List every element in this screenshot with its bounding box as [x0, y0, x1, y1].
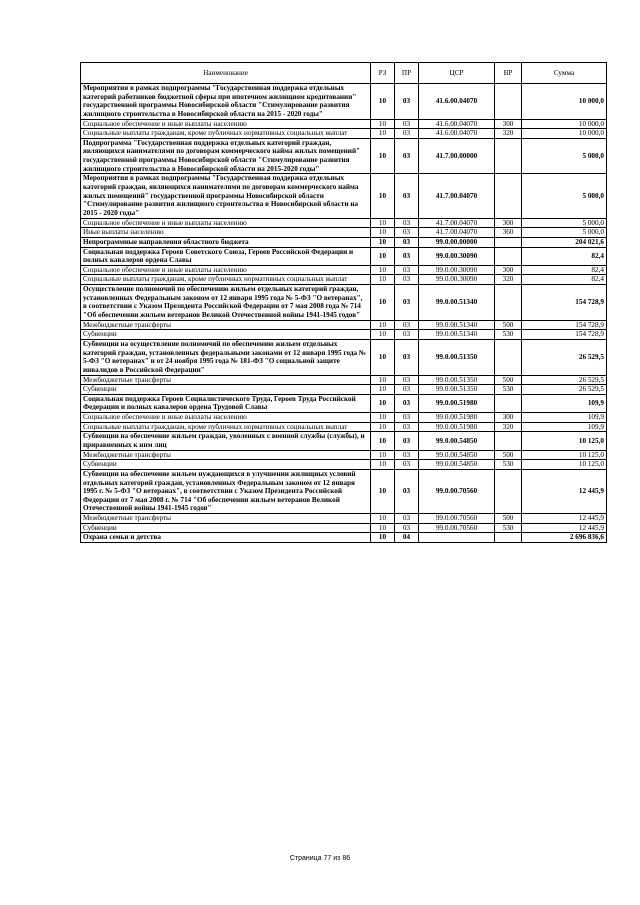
cell-csr: 99.0.00.51350: [419, 339, 495, 375]
table-row: [81, 422, 607, 432]
cell-name: Субвенции: [81, 523, 371, 533]
table-row: [81, 119, 607, 129]
cell-rz: 10: [371, 228, 395, 238]
table-row: [81, 84, 607, 120]
cell-csr: 41.7.00.04070: [419, 218, 495, 228]
cell-pr: 03: [395, 228, 419, 238]
cell-name: Подпрограмма "Государственная поддержка отдельных категорий граждан, являющихся нанимателями по договорам коммерческого найма жилых помещений" государственной программы Новосибирской области "Стимулирование развития жилищного строительства в Новосибирской области на 2015-2020 годы": [81, 138, 371, 174]
cell-csr: 99.0.00.70560: [419, 514, 495, 524]
table-row: [81, 275, 607, 285]
table-row: [81, 218, 607, 228]
cell-vr: 300: [495, 265, 522, 275]
cell-vr: 530: [495, 330, 522, 340]
table-row: [81, 285, 607, 321]
cell-pr: 03: [395, 375, 419, 385]
cell-vr: 500: [495, 375, 522, 385]
cell-sum: 12 445,9: [522, 514, 607, 524]
cell-name: Социальная поддержка Героев Социалистического Труда, Героев Труда Российской Федерации и полных кавалеров ордена Трудовой Славы: [81, 394, 371, 412]
cell-sum: 10 125,0: [522, 460, 607, 470]
cell-sum: 10 000,0: [522, 129, 607, 139]
cell-csr: 41.7.00.04070: [419, 174, 495, 218]
cell-rz: 10: [371, 265, 395, 275]
cell-rz: 10: [371, 450, 395, 460]
cell-rz: 10: [371, 275, 395, 285]
cell-rz: 10: [371, 385, 395, 395]
table-row: [81, 413, 607, 423]
cell-sum: 10 000,0: [522, 119, 607, 129]
cell-sum: 109,9: [522, 413, 607, 423]
cell-name: Субвенции на обеспечение жильем граждан, уволенных с военной службы (службы), и приравненных к ним лиц: [81, 432, 371, 450]
cell-csr: 99.0.00.70560: [419, 523, 495, 533]
cell-csr: 99.0.00.51340: [419, 330, 495, 340]
cell-rz: 10: [371, 514, 395, 524]
cell-rz: 10: [371, 330, 395, 340]
cell-vr: 530: [495, 460, 522, 470]
cell-name: Субвенции на обеспечение жильем нуждающихся в улучшении жилищных условий отдельных категорий граждан, установленных Федеральным законом от 12 января 1995 г. № 5-ФЗ "О ветеранах", в соответствии с Указом Президента Российской Федерации от 7 мая 2008 г. № 714 "Об обеспечении жильем ветеранов Великой Отечественной войны 1941-1945 годов": [81, 469, 371, 513]
header-sum: Сумма: [522, 63, 607, 84]
cell-name: Субвенции: [81, 385, 371, 395]
cell-vr: 360: [495, 228, 522, 238]
cell-rz: 10: [371, 285, 395, 321]
cell-pr: 03: [395, 339, 419, 375]
cell-csr: 99.0.00.70560: [419, 469, 495, 513]
budget-table: [80, 62, 607, 543]
table-row: [81, 237, 607, 247]
cell-csr: 99.0.00.54850: [419, 432, 495, 450]
cell-csr: 99.0.00.51980: [419, 394, 495, 412]
cell-sum: 26 529,5: [522, 339, 607, 375]
cell-name: Мероприятия в рамках подпрограммы "Государственная поддержка отдельных категорий работников бюджетной сферы при ипотечном жилищном кредитовании" государственной программы Новосибирской области "Стимулирование развития жилищного строительства в Новосибирской области на 2015 - 2020 годы": [81, 84, 371, 120]
cell-vr: [495, 533, 522, 543]
cell-pr: 03: [395, 265, 419, 275]
cell-vr: 500: [495, 514, 522, 524]
table-row: [81, 320, 607, 330]
table-row: [81, 330, 607, 340]
cell-sum: 12 445,9: [522, 523, 607, 533]
cell-rz: 10: [371, 339, 395, 375]
table-row: [81, 469, 607, 513]
table-row: [81, 450, 607, 460]
cell-rz: 10: [371, 237, 395, 247]
table-row: [81, 339, 607, 375]
cell-pr: 03: [395, 174, 419, 218]
table-row: [81, 247, 607, 265]
cell-pr: 03: [395, 460, 419, 470]
cell-vr: 500: [495, 320, 522, 330]
cell-csr: 99.0.00.51350: [419, 375, 495, 385]
cell-pr: 03: [395, 394, 419, 412]
table-row: [81, 375, 607, 385]
table-row: [81, 432, 607, 450]
cell-rz: 10: [371, 174, 395, 218]
cell-vr: 320: [495, 275, 522, 285]
header-pr: ПР: [395, 63, 419, 84]
cell-rz: 10: [371, 119, 395, 129]
cell-pr: 04: [395, 533, 419, 543]
cell-vr: 320: [495, 422, 522, 432]
cell-rz: 10: [371, 533, 395, 543]
table-row: [81, 394, 607, 412]
cell-name: Непрограммные направления областного бюджета: [81, 237, 371, 247]
cell-vr: [495, 84, 522, 120]
cell-name: Иные выплаты населению: [81, 228, 371, 238]
cell-pr: 03: [395, 330, 419, 340]
cell-pr: 03: [395, 218, 419, 228]
cell-name: Охрана семьи и детства: [81, 533, 371, 543]
table-row: [81, 523, 607, 533]
cell-name: Субвенции: [81, 460, 371, 470]
table-row: [81, 385, 607, 395]
cell-name: Социальная поддержка Героев Советского Союза, Героев Российской Федерации и полных кавалеров ордена Славы: [81, 247, 371, 265]
cell-csr: 99.0.00.30090: [419, 275, 495, 285]
cell-name: Субвенции на осуществление полномочий по обеспечению жильем отдельных категорий граждан, установленных федеральными законами от 12 января 1995 года № 5-ФЗ "О ветеранах" и от 24 ноября 1995 года № 181-ФЗ "О социальной защите инвалидов в Российской Федерации": [81, 339, 371, 375]
cell-csr: 41.7.00.00000: [419, 138, 495, 174]
cell-sum: 5 000,0: [522, 138, 607, 174]
table-row: [81, 174, 607, 218]
table-row: [81, 514, 607, 524]
cell-csr: 41.6.00.04070: [419, 129, 495, 139]
cell-name: Субвенции: [81, 330, 371, 340]
cell-vr: [495, 394, 522, 412]
cell-vr: [495, 339, 522, 375]
page-number: Страница 77 из 86: [289, 855, 351, 862]
cell-rz: 10: [371, 84, 395, 120]
cell-rz: 10: [371, 523, 395, 533]
cell-rz: 10: [371, 138, 395, 174]
cell-name: Социальные выплаты гражданам, кроме публичных нормативных социальных выплат: [81, 275, 371, 285]
cell-name: Социальное обеспечение и иные выплаты населению: [81, 413, 371, 423]
cell-pr: 03: [395, 285, 419, 321]
cell-csr: 99.0.00.00000: [419, 237, 495, 247]
cell-sum: 154 728,9: [522, 285, 607, 321]
cell-pr: 03: [395, 385, 419, 395]
cell-sum: 10 125,0: [522, 432, 607, 450]
cell-name: Межбюджетные трансферты: [81, 450, 371, 460]
table-header-row: [81, 63, 607, 84]
cell-pr: 03: [395, 523, 419, 533]
cell-vr: [495, 469, 522, 513]
cell-sum: 154 728,9: [522, 330, 607, 340]
cell-vr: 320: [495, 129, 522, 139]
cell-pr: 03: [395, 422, 419, 432]
cell-sum: 109,9: [522, 422, 607, 432]
cell-sum: 5 000,0: [522, 218, 607, 228]
cell-pr: 03: [395, 275, 419, 285]
cell-sum: 12 445,9: [522, 469, 607, 513]
cell-vr: 530: [495, 523, 522, 533]
cell-csr: 41.6.00.04070: [419, 84, 495, 120]
cell-vr: 300: [495, 119, 522, 129]
cell-sum: 154 728,9: [522, 320, 607, 330]
cell-name: Социальное обеспечение и иные выплаты населению: [81, 265, 371, 275]
cell-csr: 41.7.00.04070: [419, 228, 495, 238]
cell-name: Мероприятия в рамках подпрограммы "Государственная поддержка отдельных категорий граждан, являющихся нанимателями по договорам коммерческого найма жилых помещений" государственной программы Новосибирской области "Стимулирование развития жилищного строительства в Новосибирской области на 2015 - 2020 годы": [81, 174, 371, 218]
cell-rz: 10: [371, 422, 395, 432]
cell-vr: [495, 285, 522, 321]
cell-pr: 03: [395, 119, 419, 129]
cell-vr: [495, 432, 522, 450]
cell-rz: 10: [371, 469, 395, 513]
cell-csr: 99.0.00.51340: [419, 285, 495, 321]
cell-csr: 99.0.00.51980: [419, 413, 495, 423]
cell-csr: 99.0.00.51980: [419, 422, 495, 432]
table-row: [81, 138, 607, 174]
cell-vr: [495, 237, 522, 247]
cell-rz: 10: [371, 413, 395, 423]
cell-pr: 03: [395, 129, 419, 139]
cell-vr: 500: [495, 450, 522, 460]
cell-rz: 10: [371, 375, 395, 385]
cell-sum: 26 529,5: [522, 375, 607, 385]
cell-pr: 03: [395, 138, 419, 174]
table-row: [81, 265, 607, 275]
cell-sum: 26 529,5: [522, 385, 607, 395]
cell-vr: [495, 174, 522, 218]
table-row: [81, 533, 607, 543]
cell-pr: 03: [395, 247, 419, 265]
table-row: [81, 228, 607, 238]
cell-sum: 10 125,0: [522, 450, 607, 460]
cell-pr: 03: [395, 450, 419, 460]
cell-sum: 2 696 836,6: [522, 533, 607, 543]
cell-name: Социальные выплаты гражданам, кроме публичных нормативных социальных выплат: [81, 422, 371, 432]
header-vr: ВР: [495, 63, 522, 84]
cell-pr: 03: [395, 432, 419, 450]
cell-rz: 10: [371, 320, 395, 330]
header-name: Наименование: [81, 63, 371, 84]
cell-pr: 03: [395, 469, 419, 513]
cell-pr: 03: [395, 514, 419, 524]
cell-vr: 300: [495, 218, 522, 228]
header-csr: ЦСР: [419, 63, 495, 84]
cell-csr: 41.6.00.04070: [419, 119, 495, 129]
table-body: [81, 84, 607, 543]
cell-name: Межбюджетные трансферты: [81, 375, 371, 385]
table-row: [81, 129, 607, 139]
cell-sum: 204 021,6: [522, 237, 607, 247]
cell-rz: 10: [371, 460, 395, 470]
cell-csr: 99.0.00.51340: [419, 320, 495, 330]
cell-name: Межбюджетные трансферты: [81, 514, 371, 524]
cell-vr: [495, 138, 522, 174]
cell-rz: 10: [371, 129, 395, 139]
cell-csr: 99.0.00.54850: [419, 460, 495, 470]
header-rz: РЗ: [371, 63, 395, 84]
cell-name: Социальное обеспечение и иные выплаты населению: [81, 218, 371, 228]
cell-name: Межбюджетные трансферты: [81, 320, 371, 330]
cell-sum: 82,4: [522, 275, 607, 285]
cell-rz: 10: [371, 432, 395, 450]
cell-name: Социальные выплаты гражданам, кроме публичных нормативных социальных выплат: [81, 129, 371, 139]
cell-sum: 82,4: [522, 265, 607, 275]
cell-name: Социальное обеспечение и иные выплаты населению: [81, 119, 371, 129]
cell-pr: 03: [395, 84, 419, 120]
cell-pr: 03: [395, 237, 419, 247]
cell-name: Осуществление полномочий по обеспечению жильем отдельных категорий граждан, установленных Федеральным законом от 12 января 1995 года № 5-ФЗ "О ветеранах", в соответствии с Указом Президента Российской Федерации от 7 мая 2008 года № 714 "Об обеспечении жильем ветеранов Великой Отечественной войны 1941-1945 годов": [81, 285, 371, 321]
cell-vr: 300: [495, 413, 522, 423]
cell-rz: 10: [371, 247, 395, 265]
cell-vr: 530: [495, 385, 522, 395]
cell-sum: 10 000,0: [522, 84, 607, 120]
cell-pr: 03: [395, 320, 419, 330]
cell-rz: 10: [371, 394, 395, 412]
cell-csr: 99.0.00.54850: [419, 450, 495, 460]
cell-sum: 82,4: [522, 247, 607, 265]
cell-csr: [419, 533, 495, 543]
cell-csr: 99.0.00.30090: [419, 247, 495, 265]
cell-csr: 99.0.00.30090: [419, 265, 495, 275]
cell-sum: 5 000,0: [522, 228, 607, 238]
cell-vr: [495, 247, 522, 265]
table-row: [81, 460, 607, 470]
cell-sum: 5 000,0: [522, 174, 607, 218]
cell-sum: 109,9: [522, 394, 607, 412]
cell-pr: 03: [395, 413, 419, 423]
cell-rz: 10: [371, 218, 395, 228]
cell-csr: 99.0.00.51350: [419, 385, 495, 395]
